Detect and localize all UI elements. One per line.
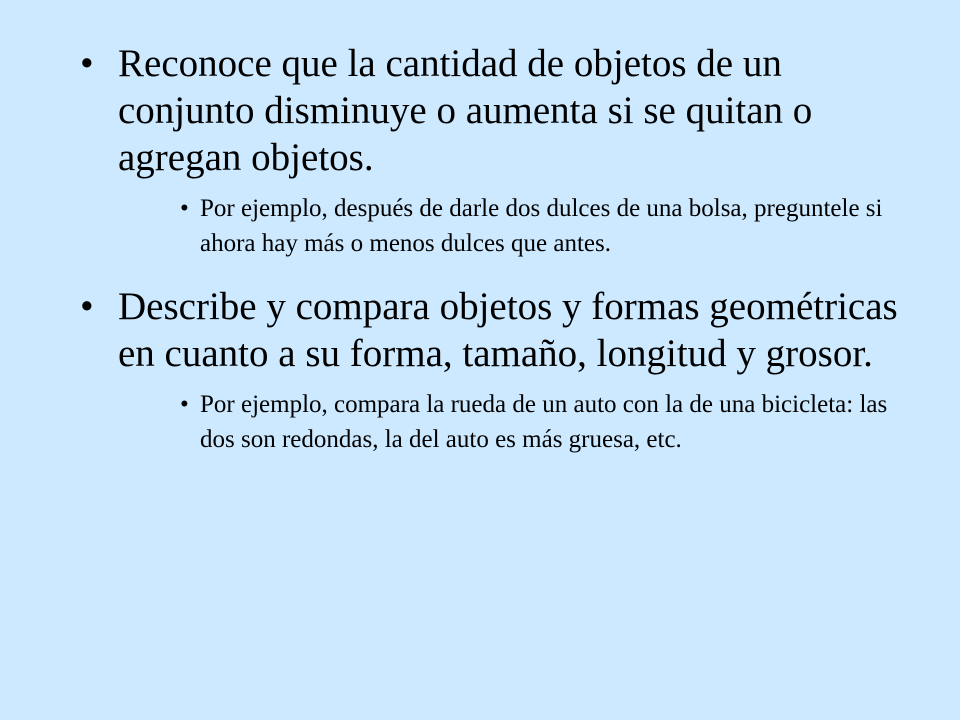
sub-bullet-2	[180, 387, 900, 457]
main-bullet-2	[80, 283, 900, 377]
main-bullet-2-text: Describe y compara objetos y formas geométricas en cuanto a su forma, tamaño, longitud y grosor.	[118, 285, 898, 375]
main-bullet-1-text: Reconoce que la cantidad de objetos de un conjunto disminuye o aumenta si se quitan o agregan objetos.	[118, 42, 813, 179]
sub-bullet-2-text: Por ejemplo, compara la rueda de un auto con la de una bicicleta: las dos son redondas, la del auto es más gruesa, etc.	[200, 391, 888, 453]
sub-bullet-1-text: Por ejemplo, después de darle dos dulces de una bolsa, preguntele si ahora hay más o menos dulces que antes.	[200, 195, 883, 257]
bullet-icon: •	[80, 42, 94, 85]
bullet-icon: •	[180, 391, 189, 418]
sub-bullet-1	[180, 191, 900, 261]
bullet-icon: •	[80, 285, 94, 328]
bullet-icon: •	[180, 195, 189, 222]
main-bullet-1	[80, 40, 900, 181]
